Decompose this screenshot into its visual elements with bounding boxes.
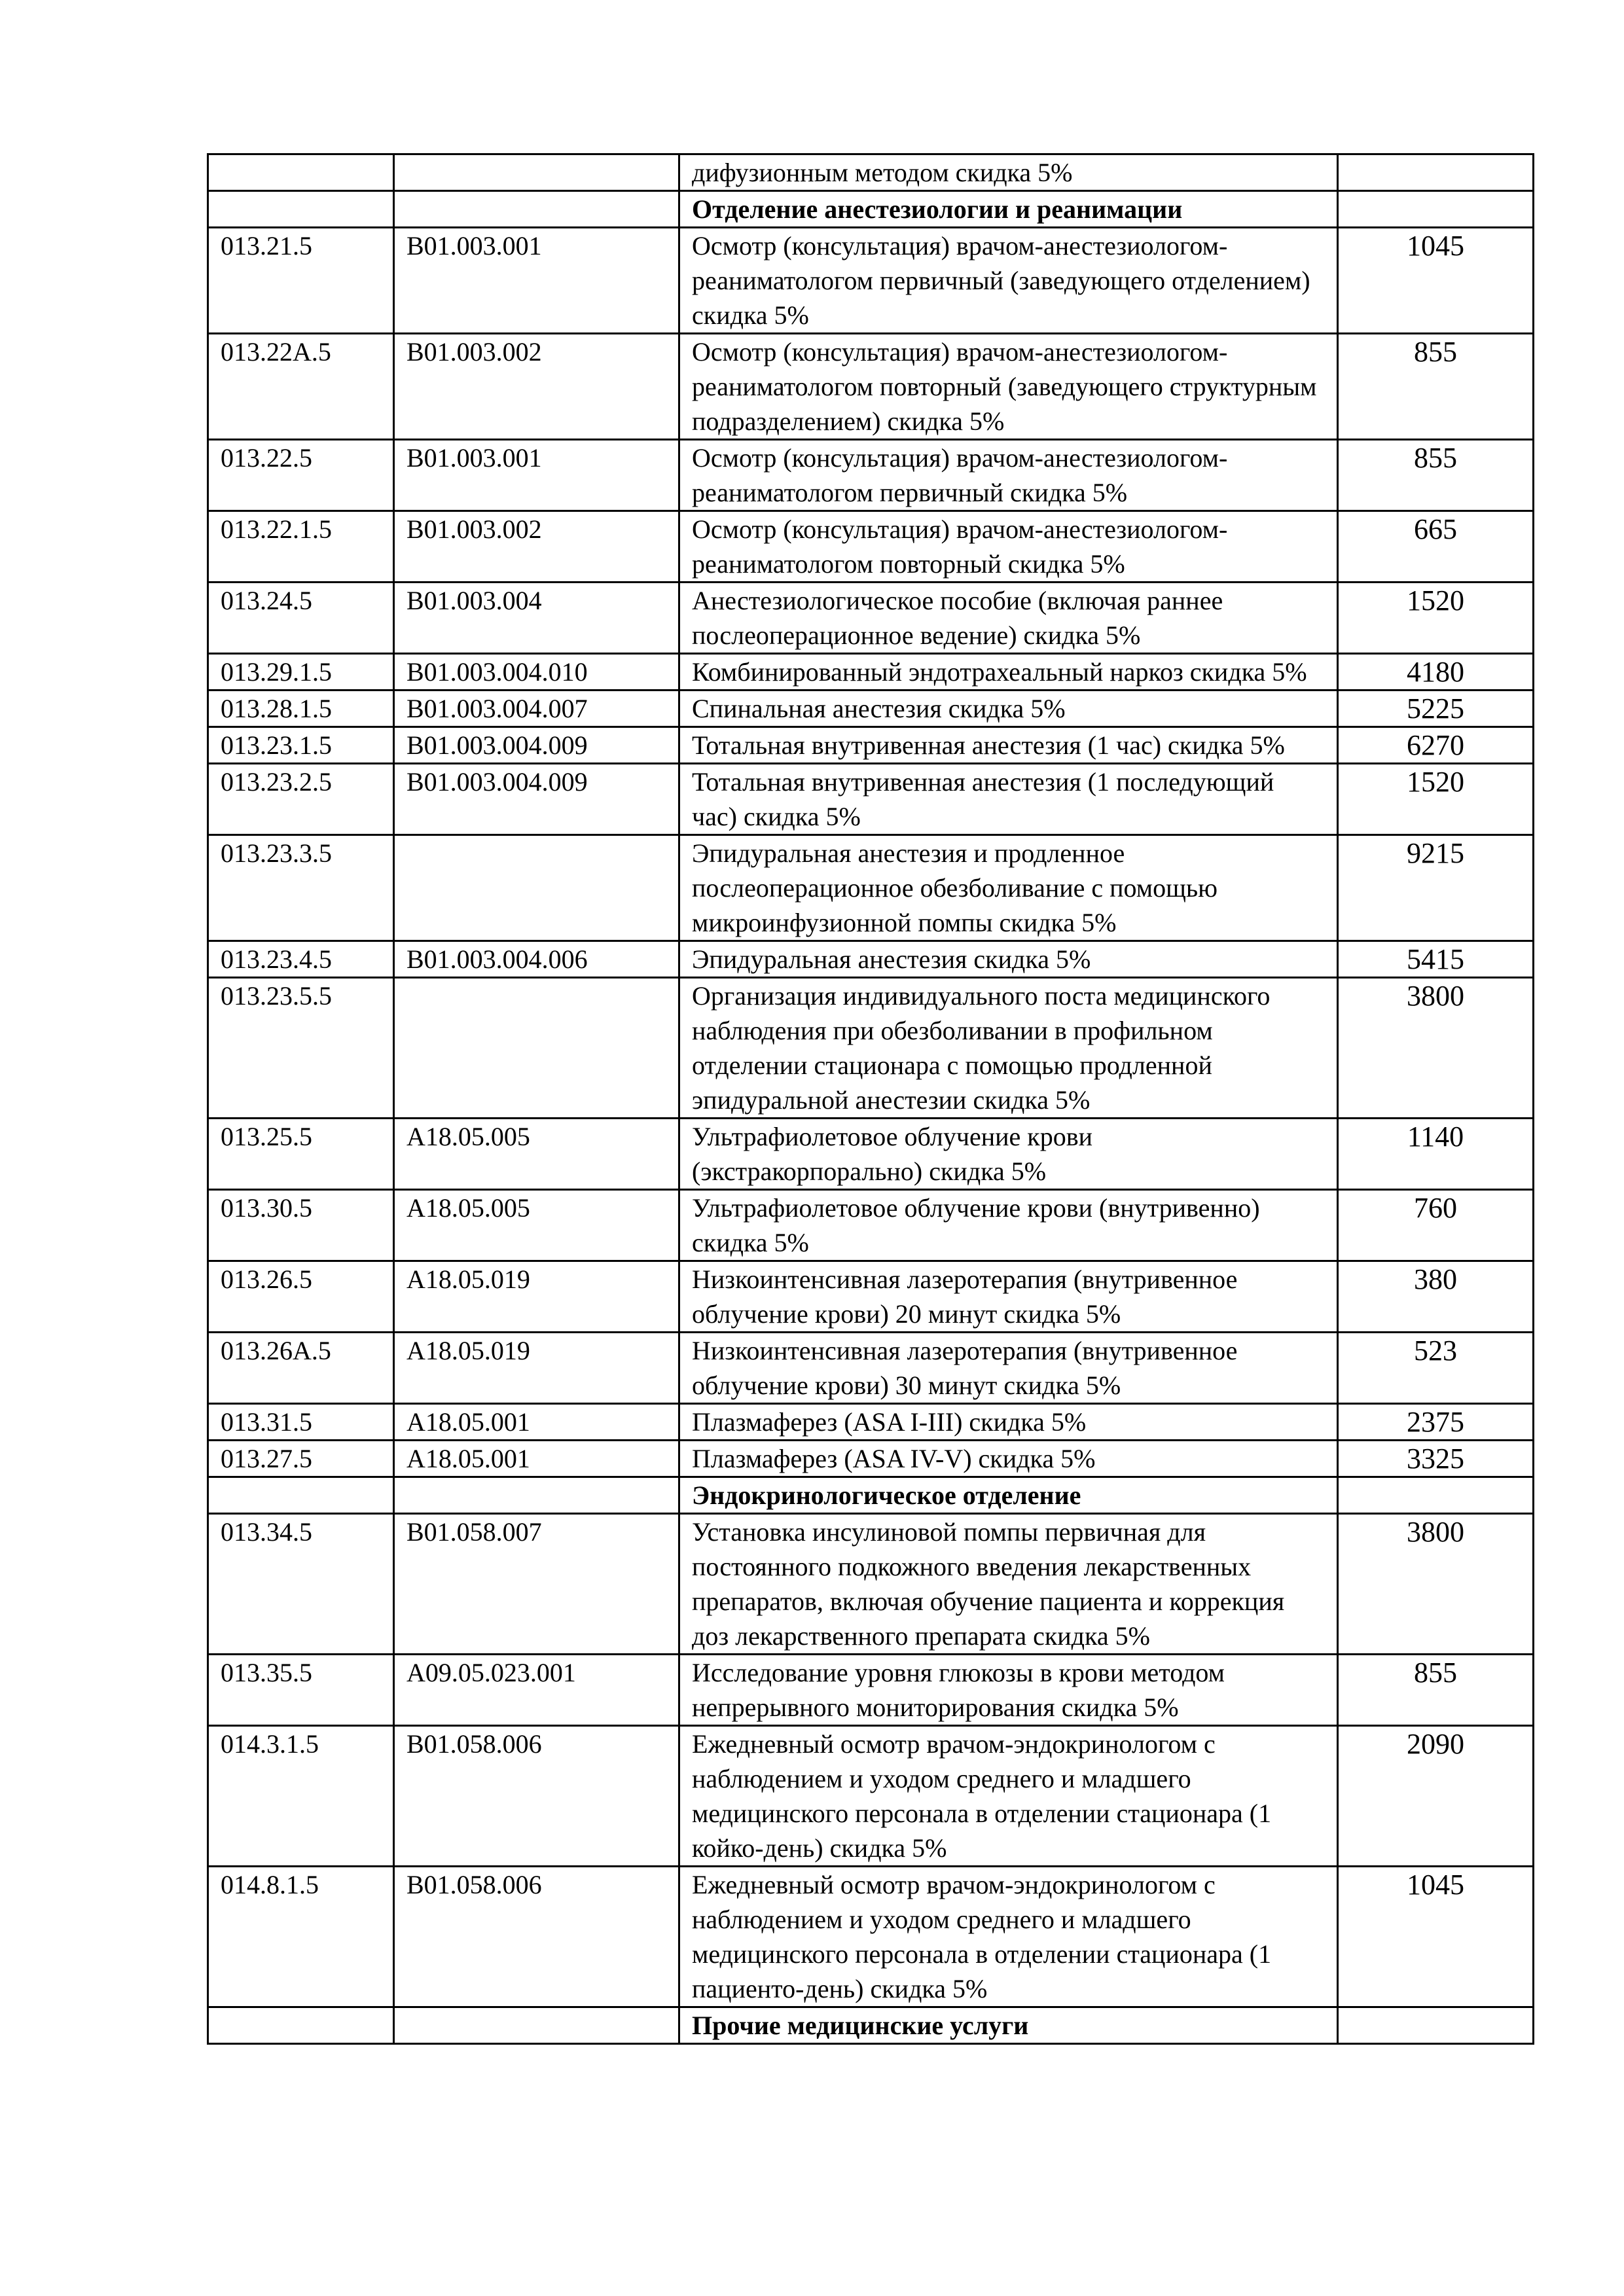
price-cell <box>1338 154 1534 191</box>
price-cell: 9215 <box>1338 835 1534 941</box>
service-name-cell: Осмотр (консультация) врачом-анестезиологом-реаниматологом первичный (заведующего отделением) скидка 5% <box>679 228 1338 334</box>
service-row <box>208 228 1534 334</box>
service-row <box>208 835 1534 941</box>
service-code-cell: 013.24.5 <box>208 583 394 654</box>
service-name-cell: Анестезиологическое пособие (включая раннее послеоперационное ведение) скидка 5% <box>679 583 1338 654</box>
service-code-cell: 013.21.5 <box>208 228 394 334</box>
service-name-cell: Тотальная внутривенная анестезия (1 последующий час) скидка 5% <box>679 764 1338 835</box>
section-header-row <box>208 2007 1534 2044</box>
section-title: Прочие медицинские услуги <box>679 2007 1338 2044</box>
price-list-table <box>207 153 1534 2045</box>
price-cell: 2090 <box>1338 1726 1534 1867</box>
nomenclature-code-cell: В01.058.007 <box>394 1514 679 1655</box>
service-row <box>208 154 1534 191</box>
service-name-cell: Эпидуральная анестезия скидка 5% <box>679 941 1338 978</box>
service-code-cell: 014.8.1.5 <box>208 1867 394 2007</box>
price-cell: 2375 <box>1338 1404 1534 1441</box>
empty-cell <box>1338 191 1534 228</box>
service-row <box>208 1514 1534 1655</box>
service-code-cell: 013.28.1.5 <box>208 691 394 727</box>
price-cell: 1520 <box>1338 583 1534 654</box>
service-name-cell: Осмотр (консультация) врачом-анестезиологом-реаниматологом повторный скидка 5% <box>679 511 1338 583</box>
service-row <box>208 334 1534 440</box>
nomenclature-code-cell: В01.003.001 <box>394 440 679 511</box>
price-cell: 855 <box>1338 440 1534 511</box>
service-name-cell: Исследование уровня глюкозы в крови методом непрерывного мониторирования скидка 5% <box>679 1655 1338 1726</box>
nomenclature-code-cell: В01.003.004.010 <box>394 654 679 691</box>
service-row <box>208 1867 1534 2007</box>
service-row <box>208 1190 1534 1261</box>
service-row <box>208 1441 1534 1477</box>
price-cell: 1045 <box>1338 228 1534 334</box>
service-code-cell: 013.27.5 <box>208 1441 394 1477</box>
service-name-cell: Ежедневный осмотр врачом-эндокринологом с наблюдением и уходом среднего и младшего медицинского персонала в отделении стационара (1 пациенто-день) скидка 5% <box>679 1867 1338 2007</box>
empty-cell <box>1338 1477 1534 1514</box>
service-code-cell: 013.26.5 <box>208 1261 394 1333</box>
service-row <box>208 1333 1534 1404</box>
price-cell: 5415 <box>1338 941 1534 978</box>
service-row <box>208 1726 1534 1867</box>
service-name-cell: Ежедневный осмотр врачом-эндокринологом с наблюдением и уходом среднего и младшего медицинского персонала в отделении стационара (1 койко-день) скидка 5% <box>679 1726 1338 1867</box>
service-name-cell: Ультрафиолетовое облучение крови (экстракорпорально) скидка 5% <box>679 1119 1338 1190</box>
section-header-row <box>208 1477 1534 1514</box>
service-row <box>208 583 1534 654</box>
price-cell: 3800 <box>1338 978 1534 1119</box>
service-name-cell: Спинальная анестезия скидка 5% <box>679 691 1338 727</box>
service-row <box>208 764 1534 835</box>
empty-cell <box>394 2007 679 2044</box>
service-row <box>208 1655 1534 1726</box>
section-title: Эндокринологическое отделение <box>679 1477 1338 1514</box>
service-name-cell: Плазмаферез (ASA I-III) скидка 5% <box>679 1404 1338 1441</box>
service-code-cell: 013.22.5 <box>208 440 394 511</box>
section-header-row <box>208 191 1534 228</box>
service-row <box>208 727 1534 764</box>
service-code-cell: 013.23.1.5 <box>208 727 394 764</box>
service-name-cell: Ультрафиолетовое облучение крови (внутривенно) скидка 5% <box>679 1190 1338 1261</box>
nomenclature-code-cell: А18.05.005 <box>394 1190 679 1261</box>
nomenclature-code-cell: А18.05.019 <box>394 1333 679 1404</box>
service-row <box>208 440 1534 511</box>
service-name-cell: Осмотр (консультация) врачом-анестезиологом-реаниматологом первичный скидка 5% <box>679 440 1338 511</box>
service-row <box>208 511 1534 583</box>
nomenclature-code-cell: В01.003.001 <box>394 228 679 334</box>
price-cell: 5225 <box>1338 691 1534 727</box>
service-name-cell: Низкоинтенсивная лазеротерапия (внутривенное облучение крови) 20 минут скидка 5% <box>679 1261 1338 1333</box>
nomenclature-code-cell: В01.003.002 <box>394 334 679 440</box>
nomenclature-code-cell: В01.003.004.007 <box>394 691 679 727</box>
empty-cell <box>394 191 679 228</box>
nomenclature-code-cell: А18.05.019 <box>394 1261 679 1333</box>
service-name-cell: дифузионным методом скидка 5% <box>679 154 1338 191</box>
nomenclature-code-cell: А09.05.023.001 <box>394 1655 679 1726</box>
service-name-cell: Установка инсулиновой помпы первичная для постоянного подкожного введения лекарственных препаратов, включая обучение пациента и коррекция доз лекарственного препарата скидка 5% <box>679 1514 1338 1655</box>
empty-cell <box>208 2007 394 2044</box>
price-list-body <box>208 154 1534 2044</box>
service-code-cell: 013.34.5 <box>208 1514 394 1655</box>
service-row <box>208 941 1534 978</box>
nomenclature-code-cell: В01.003.004.009 <box>394 764 679 835</box>
price-cell: 380 <box>1338 1261 1534 1333</box>
service-code-cell: 013.29.1.5 <box>208 654 394 691</box>
empty-cell <box>208 191 394 228</box>
nomenclature-code-cell <box>394 978 679 1119</box>
nomenclature-code-cell <box>394 835 679 941</box>
nomenclature-code-cell: В01.058.006 <box>394 1867 679 2007</box>
service-row <box>208 1119 1534 1190</box>
service-name-cell: Эпидуральная анестезия и продленное послеоперационное обезболивание с помощью микроинфузионной помпы скидка 5% <box>679 835 1338 941</box>
service-code-cell: 014.3.1.5 <box>208 1726 394 1867</box>
price-cell: 3325 <box>1338 1441 1534 1477</box>
price-cell: 6270 <box>1338 727 1534 764</box>
price-cell: 4180 <box>1338 654 1534 691</box>
service-code-cell: 013.22А.5 <box>208 334 394 440</box>
price-cell: 1140 <box>1338 1119 1534 1190</box>
service-name-cell: Низкоинтенсивная лазеротерапия (внутривенное облучение крови) 30 минут скидка 5% <box>679 1333 1338 1404</box>
service-code-cell: 013.31.5 <box>208 1404 394 1441</box>
service-code-cell: 013.22.1.5 <box>208 511 394 583</box>
service-code-cell: 013.23.5.5 <box>208 978 394 1119</box>
nomenclature-code-cell: В01.003.004.009 <box>394 727 679 764</box>
price-cell: 760 <box>1338 1190 1534 1261</box>
service-name-cell: Тотальная внутривенная анестезия (1 час) скидка 5% <box>679 727 1338 764</box>
service-name-cell: Осмотр (консультация) врачом-анестезиологом-реаниматологом повторный (заведующего структурным подразделением) скидка 5% <box>679 334 1338 440</box>
nomenclature-code-cell: В01.003.002 <box>394 511 679 583</box>
service-row <box>208 654 1534 691</box>
empty-cell <box>1338 2007 1534 2044</box>
nomenclature-code-cell: В01.058.006 <box>394 1726 679 1867</box>
nomenclature-code-cell <box>394 154 679 191</box>
nomenclature-code-cell: В01.003.004.006 <box>394 941 679 978</box>
price-cell: 3800 <box>1338 1514 1534 1655</box>
service-row <box>208 978 1534 1119</box>
nomenclature-code-cell: А18.05.001 <box>394 1441 679 1477</box>
price-cell: 1520 <box>1338 764 1534 835</box>
empty-cell <box>394 1477 679 1514</box>
service-name-cell: Комбинированный эндотрахеальный наркоз скидка 5% <box>679 654 1338 691</box>
price-cell: 1045 <box>1338 1867 1534 2007</box>
nomenclature-code-cell: В01.003.004 <box>394 583 679 654</box>
service-row <box>208 691 1534 727</box>
price-cell: 855 <box>1338 1655 1534 1726</box>
service-row <box>208 1404 1534 1441</box>
service-code-cell: 013.23.2.5 <box>208 764 394 835</box>
price-cell: 665 <box>1338 511 1534 583</box>
service-code-cell: 013.25.5 <box>208 1119 394 1190</box>
price-cell: 855 <box>1338 334 1534 440</box>
empty-cell <box>208 1477 394 1514</box>
price-cell: 523 <box>1338 1333 1534 1404</box>
service-code-cell: 013.23.4.5 <box>208 941 394 978</box>
section-title: Отделение анестезиологии и реанимации <box>679 191 1338 228</box>
service-name-cell: Организация индивидуального поста медицинского наблюдения при обезболивании в профильном отделении стационара с помощью продленной эпидуральной анестезии скидка 5% <box>679 978 1338 1119</box>
service-name-cell: Плазмаферез (ASA IV-V) скидка 5% <box>679 1441 1338 1477</box>
nomenclature-code-cell: А18.05.005 <box>394 1119 679 1190</box>
service-code-cell: 013.35.5 <box>208 1655 394 1726</box>
service-code-cell: 013.30.5 <box>208 1190 394 1261</box>
service-code-cell: 013.26А.5 <box>208 1333 394 1404</box>
service-row <box>208 1261 1534 1333</box>
service-code-cell <box>208 154 394 191</box>
service-code-cell: 013.23.3.5 <box>208 835 394 941</box>
nomenclature-code-cell: А18.05.001 <box>394 1404 679 1441</box>
